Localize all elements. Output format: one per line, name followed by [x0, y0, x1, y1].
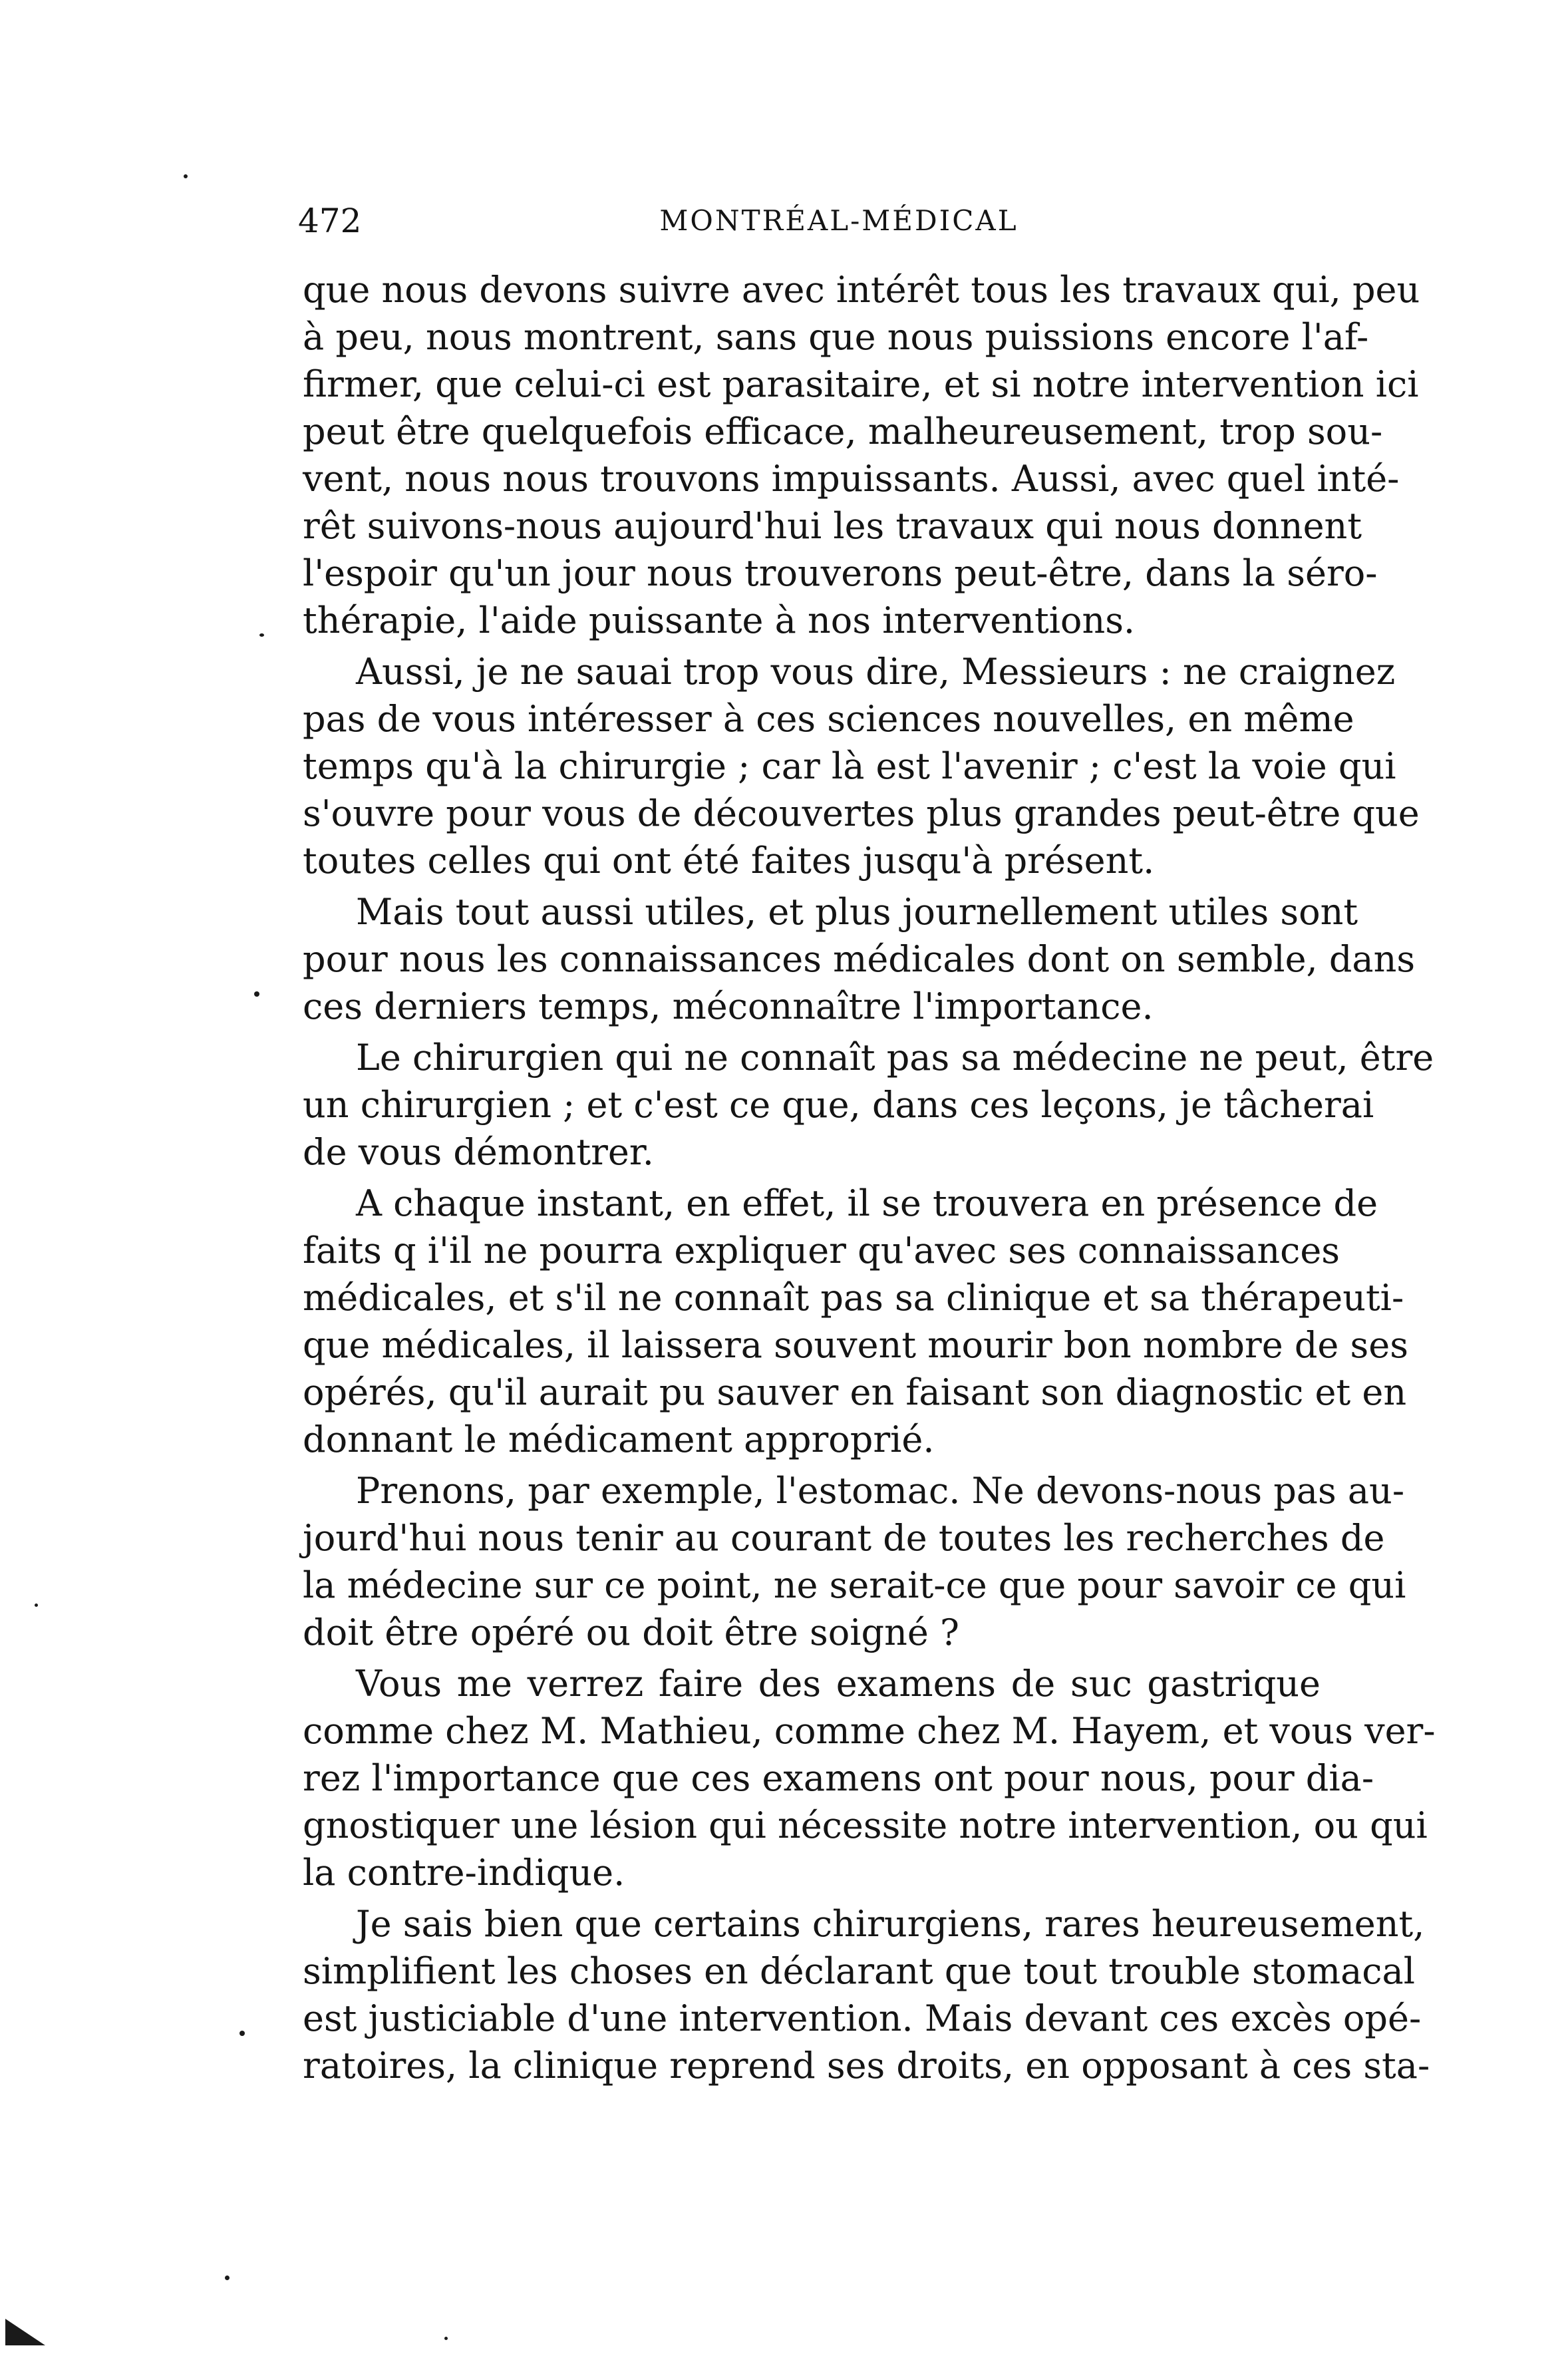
- text-line: la contre-indique.: [303, 1852, 625, 1894]
- text-line: est justiciable d'une intervention. Mais devant ces excès opé-: [303, 1997, 1422, 2039]
- text-line: Vous me verrez faire des examens de suc gastrique: [356, 1663, 1321, 1705]
- paragraph: [303, 1180, 1408, 1463]
- scan-speck: [225, 2276, 230, 2280]
- text-line: pour nous les connaissances médicales dont on semble, dans: [303, 938, 1416, 980]
- text-line: la médecine sur ce point, ne serait-ce que pour savoir ce qui: [303, 1564, 1406, 1606]
- text-line: que médicales, il laissera souvent mourir bon nombre de ses: [303, 1324, 1408, 1366]
- text-line: que nous devons suivre avec intérêt tous les travaux qui, peu: [303, 269, 1420, 311]
- paragraph: [303, 1467, 1406, 1656]
- running-title: MONTRÉAL-MÉDICAL: [659, 204, 1019, 237]
- scan-speck: [254, 991, 259, 997]
- paragraph: [303, 648, 1420, 884]
- paragraph: [303, 888, 1416, 1030]
- paragraph: [303, 1660, 1436, 1896]
- text-line: Prenons, par exemple, l'estomac. Ne devons-nous pas au-: [356, 1470, 1405, 1512]
- scan-speck: [35, 1604, 38, 1607]
- text-line: médicales, et s'il ne connaît pas sa clinique et sa thérapeuti-: [303, 1277, 1404, 1319]
- page-header: [298, 194, 1320, 248]
- text-line: pas de vous intéresser à ces sciences nouvelles, en même: [303, 698, 1354, 740]
- text-line: peut être quelquefois efficace, malheureusement, trop sou-: [303, 411, 1383, 452]
- text-line: temps qu'à la chirurgie ; car là est l'avenir ; c'est la voie qui: [303, 745, 1396, 787]
- text-line: jourd'hui nous tenir au courant de toutes les recherches de: [303, 1517, 1385, 1559]
- page-number: 472: [298, 202, 362, 240]
- text-line: à peu, nous montrent, sans que nous puissions encore l'af-: [303, 316, 1369, 358]
- scan-speck: [239, 2031, 245, 2036]
- text-line: ces derniers temps, méconnaître l'importance.: [303, 985, 1154, 1027]
- text-line: A chaque instant, en effet, il se trouvera en présence de: [356, 1182, 1378, 1224]
- text-line: gnostiquer une lésion qui nécessite notre intervention, ou qui: [303, 1804, 1428, 1846]
- text-line: opérés, qu'il aurait pu sauver en faisant son diagnostic et en: [303, 1371, 1407, 1413]
- text-line: donnant le médicament approprié.: [303, 1419, 935, 1460]
- text-line: vent, nous nous trouvons impuissants. Aussi, avec quel inté-: [303, 458, 1400, 500]
- text-line: Mais tout aussi utiles, et plus journellement utiles sont: [356, 891, 1358, 933]
- text-line: l'espoir qu'un jour nous trouverons peut-être, dans la séro-: [303, 552, 1378, 594]
- body-text: [303, 266, 1436, 2089]
- text-line: rêt suivons-nous aujourd'hui les travaux qui nous donnent: [303, 505, 1362, 547]
- text-line: rez l'importance que ces examens ont pour nous, pour dia-: [303, 1757, 1374, 1799]
- text-line: firmer, que celui-ci est parasitaire, et si notre intervention ici: [303, 363, 1419, 405]
- text-line: comme chez M. Mathieu, comme chez M. Hayem, et vous ver-: [303, 1710, 1436, 1752]
- text-line: simplifient les choses en déclarant que tout trouble stomacal: [303, 1950, 1415, 1992]
- paragraph: [303, 1900, 1430, 2089]
- paragraph: [303, 266, 1420, 644]
- text-line: faits q i'il ne pourra expliquer qu'avec ses connaissances: [303, 1230, 1340, 1271]
- text-line: doit être opéré ou doit être soigné ?: [303, 1611, 959, 1653]
- text-line: toutes celles qui ont été faites jusqu'à présent.: [303, 840, 1155, 882]
- paragraph: [303, 1034, 1434, 1176]
- scan-corner-mark: [5, 2319, 45, 2345]
- text-line: Aussi, je ne sauai trop vous dire, Messieurs : ne craignez: [356, 651, 1396, 693]
- text-line: de vous démontrer.: [303, 1131, 654, 1173]
- scan-speck: [444, 2337, 448, 2340]
- text-line: Le chirurgien qui ne connaît pas sa médecine ne peut, être: [356, 1037, 1434, 1079]
- text-line: s'ouvre pour vous de découvertes plus grandes peut-être que: [303, 792, 1420, 834]
- text-line: un chirurgien ; et c'est ce que, dans ces leçons, je tâcherai: [303, 1084, 1374, 1126]
- text-line: thérapie, l'aide puissante à nos interventions.: [303, 599, 1136, 641]
- text-line: ratoires, la clinique reprend ses droits, en opposant à ces sta-: [303, 2045, 1430, 2087]
- text-line: Je sais bien que certains chirurgiens, rares heureusement,: [356, 1903, 1425, 1945]
- scan-speck: [259, 633, 264, 637]
- scan-speck: [184, 174, 188, 178]
